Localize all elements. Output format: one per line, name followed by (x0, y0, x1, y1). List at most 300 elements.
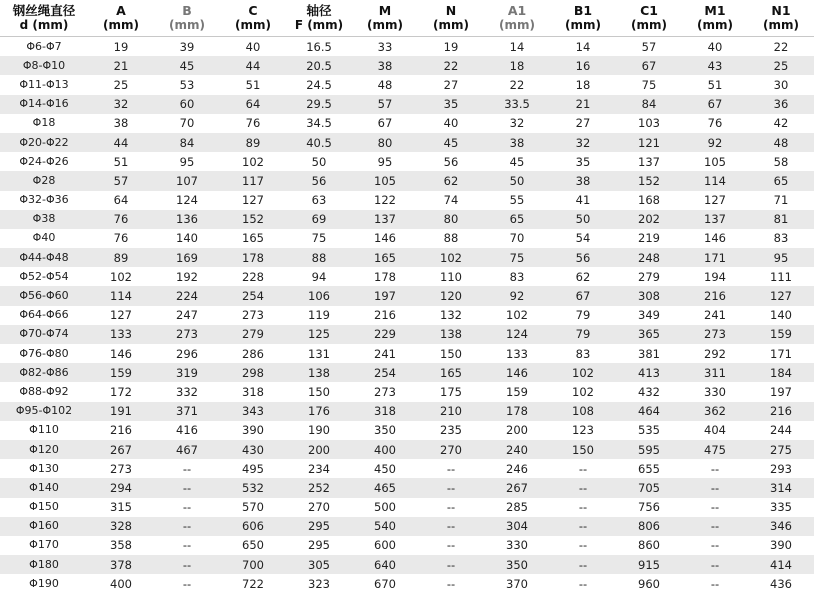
value-cell: 88 (286, 248, 352, 267)
value-cell: 270 (418, 440, 484, 459)
value-cell: 432 (616, 382, 682, 401)
value-cell: 45 (418, 133, 484, 152)
value-cell: 192 (154, 267, 220, 286)
value-cell: -- (682, 459, 748, 478)
header-unit: (mm) (352, 18, 418, 32)
value-cell: 62 (550, 267, 616, 286)
value-cell: 94 (286, 267, 352, 286)
value-cell: 430 (220, 440, 286, 459)
value-cell: 14 (484, 37, 550, 57)
value-cell: 346 (748, 517, 814, 536)
value-cell: 400 (88, 574, 154, 593)
value-cell: 296 (154, 344, 220, 363)
header-unit: (mm) (418, 18, 484, 32)
value-cell: 298 (220, 363, 286, 382)
value-cell: 234 (286, 459, 352, 478)
value-cell: 40 (220, 37, 286, 57)
table-row (0, 306, 814, 325)
value-cell: 390 (748, 536, 814, 555)
value-cell: 756 (616, 498, 682, 517)
value-cell: 70 (484, 229, 550, 248)
value-cell: 124 (484, 325, 550, 344)
value-cell: 54 (550, 229, 616, 248)
value-cell: 705 (616, 478, 682, 497)
table-row (0, 286, 814, 305)
value-cell: 150 (286, 382, 352, 401)
value-cell: 860 (616, 536, 682, 555)
value-cell: 540 (352, 517, 418, 536)
value-cell: 71 (748, 191, 814, 210)
value-cell: 48 (352, 75, 418, 94)
value-cell: 56 (286, 171, 352, 190)
value-cell: 319 (154, 363, 220, 382)
table-row (0, 248, 814, 267)
table-row (0, 37, 814, 57)
header-label: A1 (484, 4, 550, 18)
value-cell: 22 (418, 56, 484, 75)
value-cell: 76 (88, 210, 154, 229)
diameter-cell: Φ120 (0, 440, 88, 459)
value-cell: 137 (352, 210, 418, 229)
value-cell: 69 (286, 210, 352, 229)
value-cell: 22 (748, 37, 814, 57)
value-cell: 76 (682, 114, 748, 133)
value-cell: 349 (616, 306, 682, 325)
value-cell: 35 (418, 95, 484, 114)
value-cell: 178 (484, 402, 550, 421)
col-header-m (352, 0, 418, 37)
value-cell: -- (154, 574, 220, 593)
col-header-m1 (682, 0, 748, 37)
col-header-a (88, 0, 154, 37)
value-cell: 228 (220, 267, 286, 286)
value-cell: 311 (682, 363, 748, 382)
table-row (0, 267, 814, 286)
value-cell: 915 (616, 555, 682, 574)
value-cell: 83 (550, 344, 616, 363)
value-cell: 50 (484, 171, 550, 190)
header-label: B1 (550, 4, 616, 18)
value-cell: 95 (748, 248, 814, 267)
value-cell: 670 (352, 574, 418, 593)
value-cell: 165 (220, 229, 286, 248)
table-row (0, 517, 814, 536)
value-cell: 40 (682, 37, 748, 57)
diameter-cell: Φ70-Φ74 (0, 325, 88, 344)
value-cell: 83 (484, 267, 550, 286)
value-cell: 464 (616, 402, 682, 421)
value-cell: 295 (286, 517, 352, 536)
value-cell: 381 (616, 344, 682, 363)
value-cell: 84 (154, 133, 220, 152)
table-row (0, 210, 814, 229)
value-cell: 246 (484, 459, 550, 478)
value-cell: 152 (220, 210, 286, 229)
value-cell: 45 (484, 152, 550, 171)
value-cell: 21 (88, 56, 154, 75)
value-cell: 114 (88, 286, 154, 305)
value-cell: 40 (418, 114, 484, 133)
value-cell: 273 (352, 382, 418, 401)
value-cell: 318 (352, 402, 418, 421)
table-row (0, 536, 814, 555)
value-cell: 640 (352, 555, 418, 574)
value-cell: -- (682, 498, 748, 517)
value-cell: 50 (286, 152, 352, 171)
value-cell: 70 (154, 114, 220, 133)
value-cell: 58 (748, 152, 814, 171)
value-cell: 292 (682, 344, 748, 363)
value-cell: 655 (616, 459, 682, 478)
value-cell: 76 (220, 114, 286, 133)
value-cell: 146 (484, 363, 550, 382)
value-cell: 194 (682, 267, 748, 286)
value-cell: 133 (88, 325, 154, 344)
diameter-cell: Φ82-Φ86 (0, 363, 88, 382)
value-cell: 224 (154, 286, 220, 305)
value-cell: 370 (484, 574, 550, 593)
header-label: M (352, 4, 418, 18)
value-cell: 308 (616, 286, 682, 305)
value-cell: 197 (352, 286, 418, 305)
value-cell: 64 (88, 191, 154, 210)
value-cell: 137 (616, 152, 682, 171)
value-cell: 32 (88, 95, 154, 114)
value-cell: 200 (286, 440, 352, 459)
value-cell: 33.5 (484, 95, 550, 114)
diameter-cell: Φ190 (0, 574, 88, 593)
value-cell: 606 (220, 517, 286, 536)
table-row (0, 191, 814, 210)
value-cell: 24.5 (286, 75, 352, 94)
header-unit: (mm) (484, 18, 550, 32)
value-cell: 178 (352, 267, 418, 286)
value-cell: 416 (154, 421, 220, 440)
value-cell: 51 (682, 75, 748, 94)
value-cell: 102 (484, 306, 550, 325)
value-cell: 650 (220, 536, 286, 555)
value-cell: 332 (154, 382, 220, 401)
value-cell: 152 (616, 171, 682, 190)
value-cell: 362 (682, 402, 748, 421)
value-cell: 254 (352, 363, 418, 382)
table-row (0, 363, 814, 382)
value-cell: 168 (616, 191, 682, 210)
value-cell: 25 (748, 56, 814, 75)
diameter-cell: Φ110 (0, 421, 88, 440)
value-cell: 57 (616, 37, 682, 57)
value-cell: 32 (550, 133, 616, 152)
value-cell: 365 (616, 325, 682, 344)
diameter-cell: Φ32-Φ36 (0, 191, 88, 210)
value-cell: 55 (484, 191, 550, 210)
value-cell: 169 (154, 248, 220, 267)
value-cell: 40.5 (286, 133, 352, 152)
value-cell: 241 (682, 306, 748, 325)
value-cell: 62 (418, 171, 484, 190)
value-cell: 273 (154, 325, 220, 344)
value-cell: 19 (88, 37, 154, 57)
value-cell: 67 (616, 56, 682, 75)
value-cell: 241 (352, 344, 418, 363)
diameter-cell: Φ11-Φ13 (0, 75, 88, 94)
diameter-cell: Φ150 (0, 498, 88, 517)
value-cell: 200 (484, 421, 550, 440)
table-row (0, 344, 814, 363)
value-cell: 475 (682, 440, 748, 459)
value-cell: 190 (286, 421, 352, 440)
value-cell: 67 (682, 95, 748, 114)
value-cell: 273 (682, 325, 748, 344)
diameter-cell: Φ56-Φ60 (0, 286, 88, 305)
value-cell: 18 (484, 56, 550, 75)
value-cell: 125 (286, 325, 352, 344)
value-cell: -- (418, 536, 484, 555)
diameter-cell: Φ64-Φ66 (0, 306, 88, 325)
value-cell: 27 (550, 114, 616, 133)
value-cell: 34.5 (286, 114, 352, 133)
table-row (0, 555, 814, 574)
value-cell: 56 (418, 152, 484, 171)
value-cell: 159 (88, 363, 154, 382)
value-cell: 119 (286, 306, 352, 325)
value-cell: 806 (616, 517, 682, 536)
value-cell: 595 (616, 440, 682, 459)
diameter-cell: Φ95-Φ102 (0, 402, 88, 421)
value-cell: 53 (154, 75, 220, 94)
value-cell: 140 (748, 306, 814, 325)
value-cell: 323 (286, 574, 352, 593)
table-body (0, 37, 814, 593)
value-cell: 111 (748, 267, 814, 286)
value-cell: 171 (748, 344, 814, 363)
table-row (0, 171, 814, 190)
value-cell: 89 (88, 248, 154, 267)
diameter-cell: Φ140 (0, 478, 88, 497)
value-cell: 267 (484, 478, 550, 497)
value-cell: 102 (550, 382, 616, 401)
value-cell: 210 (418, 402, 484, 421)
value-cell: 159 (748, 325, 814, 344)
value-cell: 25 (88, 75, 154, 94)
value-cell: 32 (484, 114, 550, 133)
value-cell: 102 (418, 248, 484, 267)
header-label: M1 (682, 4, 748, 18)
value-cell: 216 (748, 402, 814, 421)
value-cell: 60 (154, 95, 220, 114)
value-cell: 172 (88, 382, 154, 401)
value-cell: 244 (748, 421, 814, 440)
value-cell: 247 (154, 306, 220, 325)
value-cell: 108 (550, 402, 616, 421)
value-cell: 43 (682, 56, 748, 75)
table-row (0, 459, 814, 478)
value-cell: 400 (352, 440, 418, 459)
value-cell: 123 (550, 421, 616, 440)
value-cell: -- (550, 478, 616, 497)
value-cell: 131 (286, 344, 352, 363)
header-unit: (mm) (616, 18, 682, 32)
value-cell: 114 (682, 171, 748, 190)
value-cell: 500 (352, 498, 418, 517)
value-cell: 110 (418, 267, 484, 286)
value-cell: 80 (418, 210, 484, 229)
value-cell: 146 (682, 229, 748, 248)
value-cell: 165 (352, 248, 418, 267)
value-cell: 48 (748, 133, 814, 152)
diameter-cell: Φ40 (0, 229, 88, 248)
value-cell: 267 (88, 440, 154, 459)
value-cell: 107 (154, 171, 220, 190)
value-cell: 38 (88, 114, 154, 133)
value-cell: 150 (418, 344, 484, 363)
diameter-cell: Φ14-Φ16 (0, 95, 88, 114)
value-cell: 273 (88, 459, 154, 478)
value-cell: 127 (748, 286, 814, 305)
value-cell: 390 (220, 421, 286, 440)
col-header-b (154, 0, 220, 37)
value-cell: 404 (682, 421, 748, 440)
diameter-cell: Φ180 (0, 555, 88, 574)
value-cell: 79 (550, 325, 616, 344)
value-cell: -- (550, 555, 616, 574)
value-cell: 95 (352, 152, 418, 171)
diameter-cell: Φ28 (0, 171, 88, 190)
header-label: N (418, 4, 484, 18)
value-cell: 138 (418, 325, 484, 344)
value-cell: -- (154, 555, 220, 574)
col-header-a1 (484, 0, 550, 37)
value-cell: 133 (484, 344, 550, 363)
value-cell: 35 (550, 152, 616, 171)
value-cell: 102 (220, 152, 286, 171)
value-cell: 19 (418, 37, 484, 57)
value-cell: 50 (550, 210, 616, 229)
value-cell: 315 (88, 498, 154, 517)
col-header-n (418, 0, 484, 37)
value-cell: 74 (418, 191, 484, 210)
value-cell: 81 (748, 210, 814, 229)
header-unit: (mm) (88, 18, 154, 32)
value-cell: 358 (88, 536, 154, 555)
value-cell: 146 (88, 344, 154, 363)
header-unit: (mm) (748, 18, 814, 32)
value-cell: 136 (154, 210, 220, 229)
value-cell: 436 (748, 574, 814, 593)
value-cell: 146 (352, 229, 418, 248)
value-cell: 414 (748, 555, 814, 574)
value-cell: 75 (484, 248, 550, 267)
value-cell: 178 (220, 248, 286, 267)
value-cell: 191 (88, 402, 154, 421)
value-cell: 42 (748, 114, 814, 133)
value-cell: 18 (550, 75, 616, 94)
diameter-cell: Φ88-Φ92 (0, 382, 88, 401)
value-cell: 38 (352, 56, 418, 75)
value-cell: 92 (682, 133, 748, 152)
col-header-diameter (0, 0, 88, 37)
value-cell: 378 (88, 555, 154, 574)
table-row (0, 574, 814, 593)
value-cell: 275 (748, 440, 814, 459)
value-cell: 350 (484, 555, 550, 574)
value-cell: 21 (550, 95, 616, 114)
value-cell: 184 (748, 363, 814, 382)
col-header-axle-f (286, 0, 352, 37)
diameter-cell: Φ24-Φ26 (0, 152, 88, 171)
table-row (0, 440, 814, 459)
table-row (0, 421, 814, 440)
header-unit: d (mm) (0, 18, 88, 32)
value-cell: 140 (154, 229, 220, 248)
value-cell: 286 (220, 344, 286, 363)
value-cell: -- (550, 536, 616, 555)
value-cell: 600 (352, 536, 418, 555)
diameter-cell: Φ6-Φ7 (0, 37, 88, 57)
value-cell: 175 (418, 382, 484, 401)
value-cell: 88 (418, 229, 484, 248)
value-cell: 413 (616, 363, 682, 382)
table-row (0, 498, 814, 517)
value-cell: 65 (484, 210, 550, 229)
value-cell: -- (550, 498, 616, 517)
value-cell: 79 (550, 306, 616, 325)
diameter-cell: Φ38 (0, 210, 88, 229)
value-cell: 51 (220, 75, 286, 94)
value-cell: 38 (484, 133, 550, 152)
table-row (0, 382, 814, 401)
value-cell: 216 (88, 421, 154, 440)
value-cell: 197 (748, 382, 814, 401)
value-cell: 75 (286, 229, 352, 248)
table-row (0, 402, 814, 421)
value-cell: 171 (682, 248, 748, 267)
value-cell: 102 (550, 363, 616, 382)
value-cell: -- (418, 517, 484, 536)
value-cell: 328 (88, 517, 154, 536)
value-cell: 92 (484, 286, 550, 305)
value-cell: 304 (484, 517, 550, 536)
header-label: C (220, 4, 286, 18)
value-cell: 294 (88, 478, 154, 497)
header-label: C1 (616, 4, 682, 18)
table-row (0, 325, 814, 344)
value-cell: 273 (220, 306, 286, 325)
value-cell: 722 (220, 574, 286, 593)
value-cell: 16 (550, 56, 616, 75)
value-cell: 16.5 (286, 37, 352, 57)
diameter-cell: Φ170 (0, 536, 88, 555)
value-cell: 51 (88, 152, 154, 171)
value-cell: 335 (748, 498, 814, 517)
value-cell: 121 (616, 133, 682, 152)
value-cell: 20.5 (286, 56, 352, 75)
header-label: N1 (748, 4, 814, 18)
value-cell: 132 (418, 306, 484, 325)
value-cell: 216 (682, 286, 748, 305)
header-row (0, 0, 814, 37)
value-cell: 67 (550, 286, 616, 305)
value-cell: 63 (286, 191, 352, 210)
table-row (0, 478, 814, 497)
table-header (0, 0, 814, 37)
diameter-cell: Φ52-Φ54 (0, 267, 88, 286)
diameter-cell: Φ76-Φ80 (0, 344, 88, 363)
table-row (0, 229, 814, 248)
value-cell: 137 (682, 210, 748, 229)
col-header-n1 (748, 0, 814, 37)
value-cell: 106 (286, 286, 352, 305)
